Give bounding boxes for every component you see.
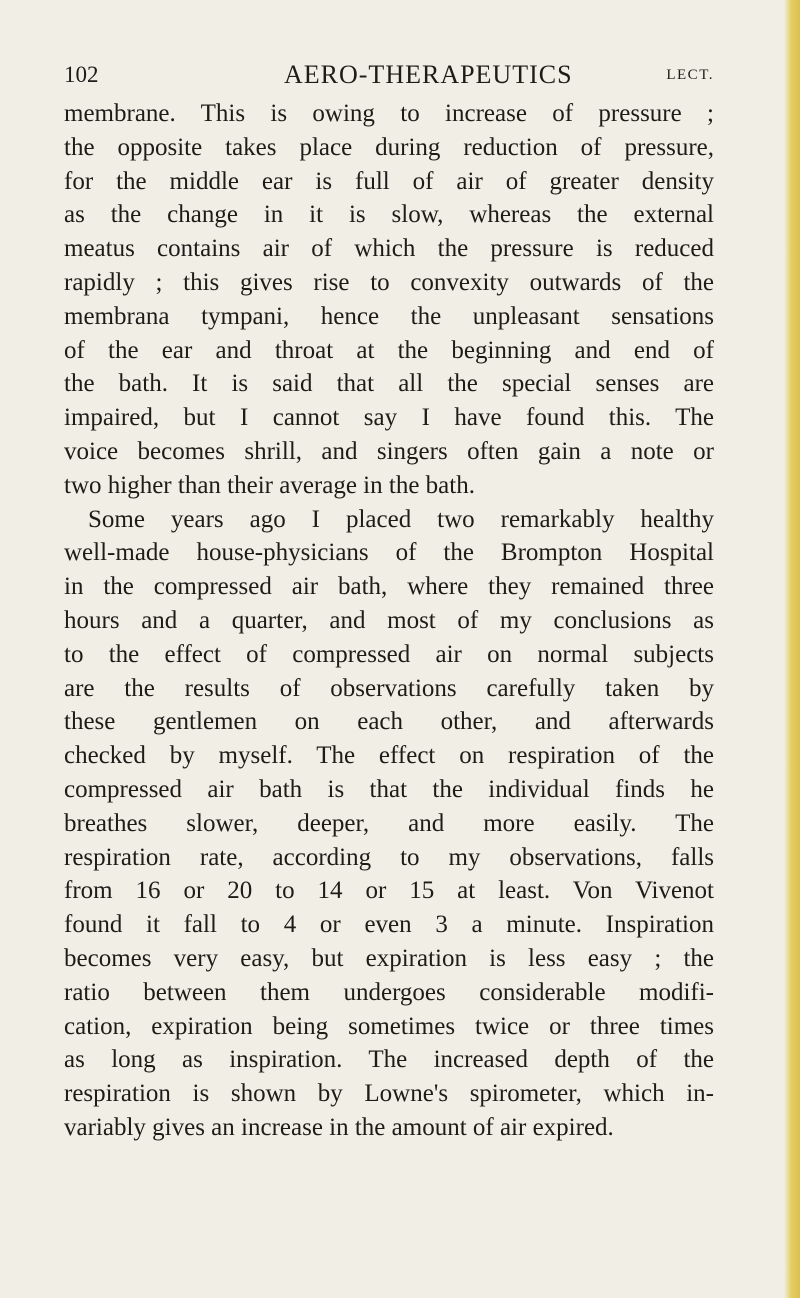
text-line: for the middle ear is full of air of greater density	[64, 167, 714, 195]
text-line: Some years ago I placed two remarkably healthy	[88, 505, 714, 533]
text-line: are the results of observations carefully taken by	[64, 674, 714, 702]
text-line: from 16 or 20 to 14 or 15 at least. Von Vivenot	[64, 877, 714, 905]
text-line: found it fall to 4 or even 3 a minute. Inspiration	[64, 911, 714, 939]
text-line: rapidly ; this gives rise to convexity outwards of the	[64, 268, 714, 296]
text-line: well-made house-physicians of the Brompton Hospital	[64, 539, 714, 567]
text-line: membrana tympani, hence the unpleasant sensations	[64, 302, 714, 330]
text-line: hours and a quarter, and most of my conclusions as	[64, 606, 714, 634]
text-line: membrane. This is owing to increase of pressure ;	[64, 100, 714, 127]
text-line: of the ear and throat at the beginning and end of	[64, 336, 714, 364]
running-head	[64, 57, 714, 93]
text-line: variably gives an increase in the amount of air expired.	[64, 1113, 614, 1141]
text-line: meatus contains air of which the pressure is reduced	[64, 235, 714, 263]
book-title: AERO-THERAPEUTICS	[284, 60, 573, 89]
text-line: compressed air bath is that the individual finds he	[64, 775, 714, 803]
text-line: as the change in it is slow, whereas the external	[64, 201, 714, 229]
text-line: impaired, but I cannot say I have found this. The	[64, 404, 714, 432]
page-number: 102	[64, 62, 99, 87]
text-line: voice becomes shrill, and singers often gain a note or	[64, 437, 714, 465]
text-line: breathes slower, deeper, and more easily. The	[64, 809, 714, 837]
text-line: respiration rate, according to my observations, falls	[64, 843, 714, 871]
text-line: becomes very easy, but expiration is less easy ; the	[64, 944, 714, 972]
text-line: in the compressed air bath, where they remained three	[64, 573, 714, 601]
text-line: to the effect of compressed air on normal subjects	[64, 640, 714, 668]
text-line: cation, expiration being sometimes twice or three times	[64, 1012, 714, 1040]
text-line: as long as inspiration. The increased depth of the	[64, 1046, 714, 1074]
text-line: ratio between them undergoes considerable modifi-	[64, 978, 714, 1006]
text-line: checked by myself. The effect on respiration of the	[64, 742, 714, 770]
text-line: two higher than their average in the bath.	[64, 471, 475, 499]
text-line: respiration is shown by Lowne's spirometer, which in-	[64, 1080, 714, 1108]
lecture-label: LECT.	[666, 67, 714, 83]
text-line: the opposite takes place during reduction of pressure,	[64, 133, 714, 161]
text-line: these gentlemen on each other, and afterwards	[64, 708, 714, 736]
body-text	[64, 97, 714, 1145]
text-line: the bath. It is said that all the special senses are	[64, 370, 714, 398]
